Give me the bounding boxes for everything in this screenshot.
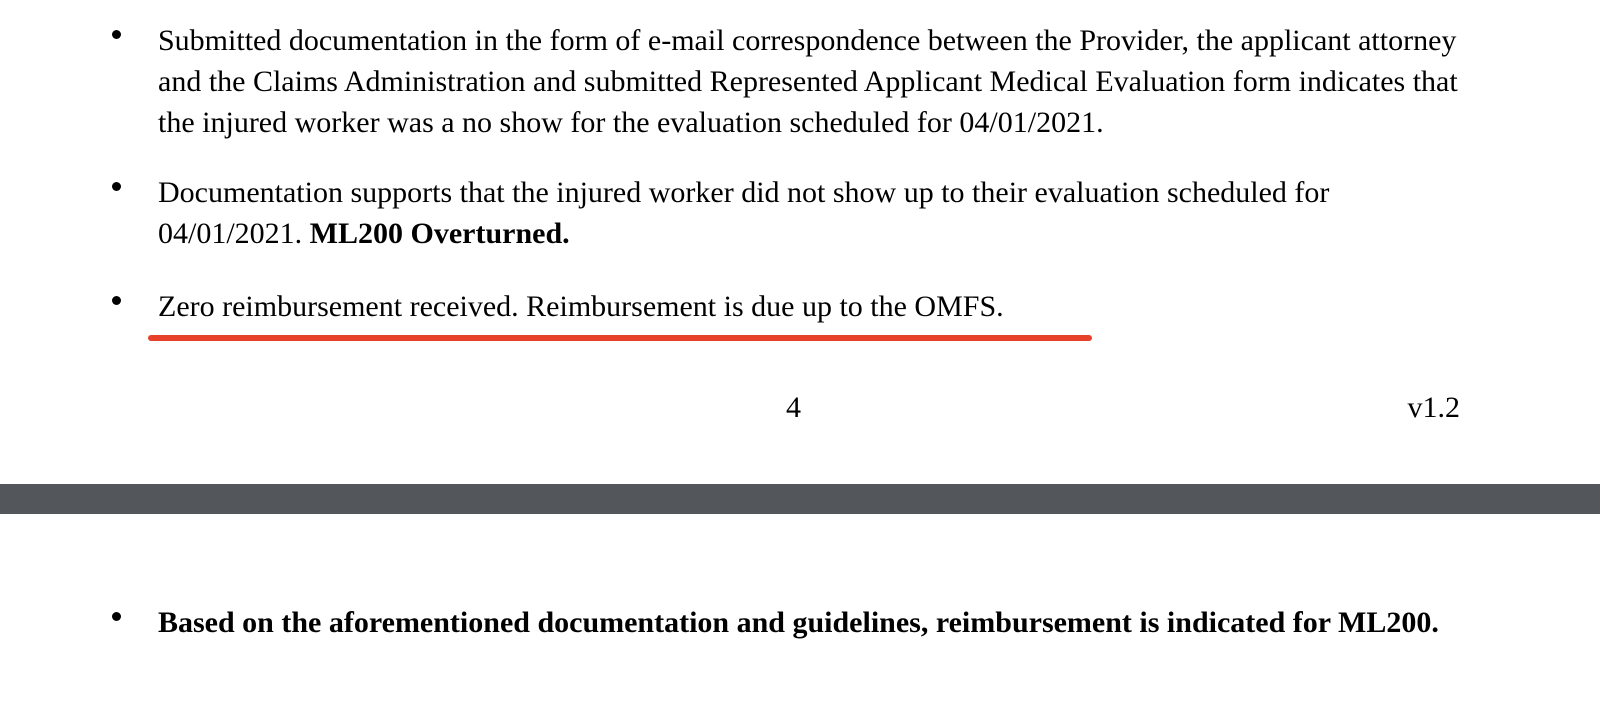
bullet-icon: [112, 296, 121, 305]
bullet-text-regular: Documentation supports that the injured worker did not show up to their evaluation scheduled for 04/01/2021.: [158, 176, 1330, 250]
bullet-item-conclusion: [108, 602, 1468, 684]
bullet-text: Zero reimbursement received. Reimbursement is due up to the OMFS.: [158, 290, 1004, 323]
conclusion-text: Based on the aforementioned documentation and guidelines, reimbursement is indicated for ML200.: [158, 606, 1439, 639]
document-version: v1.2: [1407, 391, 1460, 424]
bullet-icon: [112, 612, 121, 621]
bullet-text: [158, 172, 1468, 254]
red-underline-annotation: [148, 335, 1092, 341]
document-page-5: [0, 514, 1600, 716]
page-separator: [0, 484, 1600, 514]
bullet-item-zero-reimbursement: [108, 286, 1468, 327]
decision-text: ML200 Overturned.: [309, 217, 570, 250]
page-number: 4: [786, 391, 801, 424]
bullet-item-no-show-documentation: [108, 20, 1468, 143]
bullet-text: Submitted documentation in the form of e-mail correspondence between the Provider, the applicant attorney and the Claims Administration and submitted Represented Applicant Medical Evaluation form indicates that the injured worker was a no show for the evaluation scheduled for 04/01/2021.: [158, 24, 1458, 139]
bullet-icon: [112, 30, 121, 39]
bullet-item-ml200-overturned: [108, 172, 1468, 254]
bullet-icon: [112, 182, 121, 191]
